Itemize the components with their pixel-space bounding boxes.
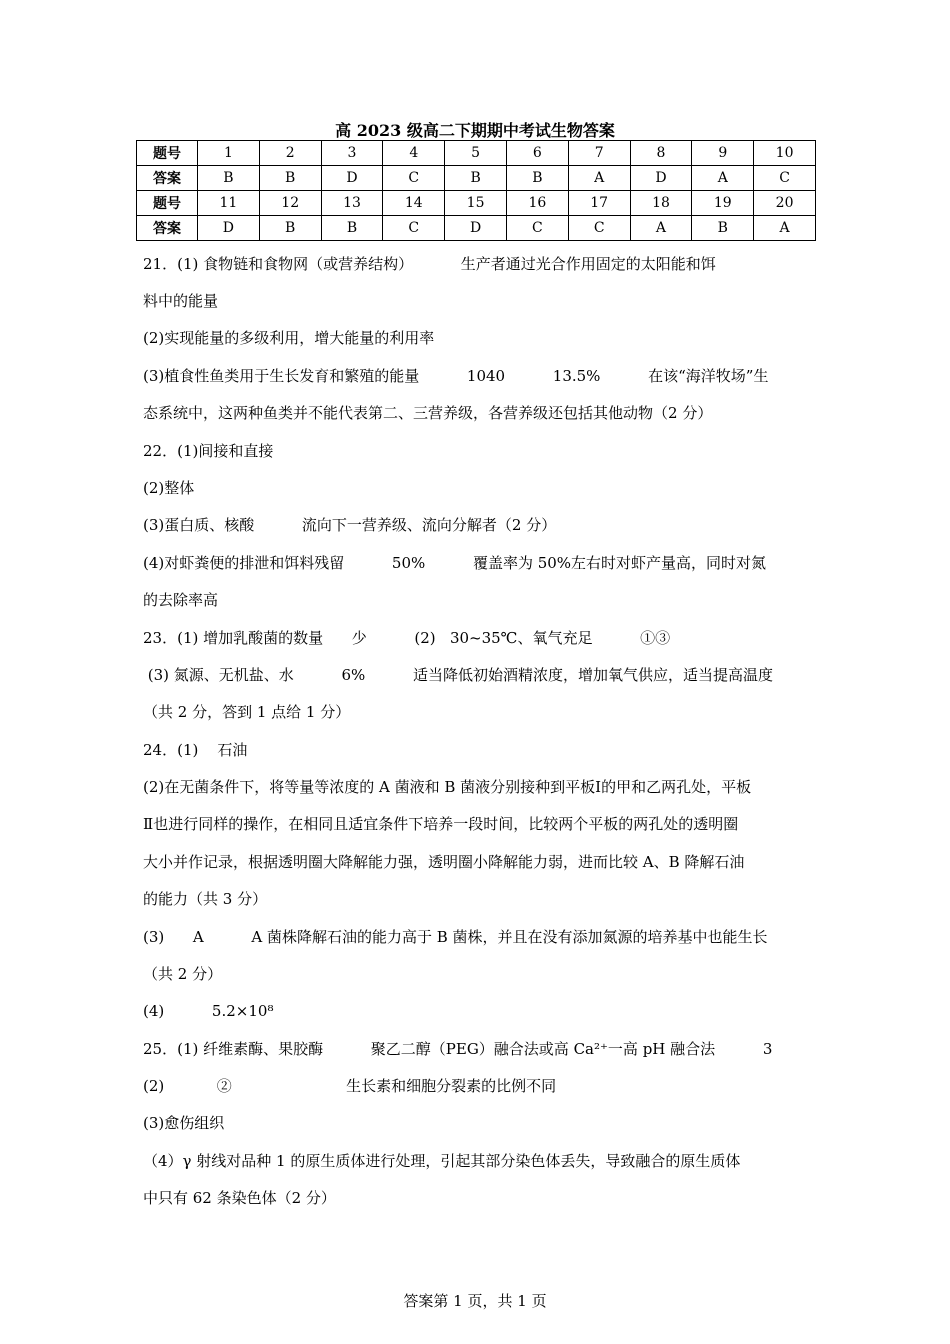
table-cell: 11 xyxy=(198,191,260,216)
table-cell: A xyxy=(754,216,816,241)
answer-line: (3)愈伤组织 xyxy=(143,1114,225,1132)
table-cell: A xyxy=(692,166,754,191)
table-cell: B xyxy=(259,166,321,191)
table-cell: D xyxy=(321,166,383,191)
table-cell: D xyxy=(630,166,692,191)
table-cell: 10 xyxy=(754,141,816,166)
answer-line: 23．(1) 增加乳酸菌的数量 少 (2) 30~35℃、氧气充足 ①③ xyxy=(143,629,671,647)
table-cell: A xyxy=(630,216,692,241)
table-cell: D xyxy=(445,216,507,241)
row-header-cell: 答案 xyxy=(137,166,198,191)
table-cell: 19 xyxy=(692,191,754,216)
table-row xyxy=(137,166,816,191)
table-cell: C xyxy=(506,216,568,241)
answer-line: 21．(1) 食物链和食物网（或营养结构） 生产者通过光合作用固定的太阳能和饵 xyxy=(143,255,716,273)
answer-line: （共 2 分） xyxy=(143,965,223,983)
table-cell: B xyxy=(321,216,383,241)
answer-line: 25．(1) 纤维素酶、果胶酶 聚乙二醇（PEG）融合法或高 Ca²⁺一高 pH 融合法 3 xyxy=(143,1040,773,1058)
answer-line: (2)实现能量的多级利用，增大能量的利用率 xyxy=(143,329,435,347)
answer-table xyxy=(136,140,816,241)
row-header-cell: 题号 xyxy=(137,191,198,216)
answer-line: (3) A A 菌株降解石油的能力高于 B 菌株，并且在没有添加氮源的培养基中也能生长 xyxy=(143,928,768,946)
table-row xyxy=(137,216,816,241)
answer-line: 的能力（共 3 分） xyxy=(143,890,268,908)
table-cell: 5 xyxy=(445,141,507,166)
answer-line: (4) 5.2×10⁸ xyxy=(143,1002,274,1020)
answer-line: 大小并作记录，根据透明圈大降解能力强，透明圈小降解能力弱，进而比较 A、B 降解石油 xyxy=(143,853,745,871)
answer-line: (3)植食性鱼类用于生长发育和繁殖的能量 1040 13.5% 在该“海洋牧场”生 xyxy=(143,367,769,385)
answer-line: 24．(1) 石油 xyxy=(143,741,248,759)
answer-line: (3) 氮源、无机盐、水 6% 适当降低初始酒精浓度，增加氧气供应，适当提高温度 xyxy=(143,666,773,684)
row-header-cell: 答案 xyxy=(137,216,198,241)
table-cell: 12 xyxy=(259,191,321,216)
answer-line: (4)对虾粪便的排泄和饵料残留 50% 覆盖率为 50%左右时对虾产量高，同时对氮 xyxy=(143,554,767,572)
table-cell: B xyxy=(198,166,260,191)
table-cell: B xyxy=(506,166,568,191)
table-cell: 1 xyxy=(198,141,260,166)
answer-line: (2)在无菌条件下，将等量等浓度的 A 菌液和 B 菌液分别接种到平板Ⅰ的甲和乙两孔处，平板 xyxy=(143,778,752,796)
answer-line: (2)整体 xyxy=(143,479,195,497)
table-cell: B xyxy=(692,216,754,241)
answer-line: (2) ② 生长素和细胞分裂素的比例不同 xyxy=(143,1077,557,1095)
answer-line: 料中的能量 xyxy=(143,292,219,310)
table-cell: 15 xyxy=(445,191,507,216)
answer-line: （共 2 分，答到 1 点给 1 分） xyxy=(143,703,351,721)
answer-line: 22．(1)间接和直接 xyxy=(143,442,274,460)
table-cell: 4 xyxy=(383,141,445,166)
answer-line: Ⅱ也进行同样的操作，在相同且适宜条件下培养一段时间，比较两个平板的两孔处的透明圈 xyxy=(143,815,739,833)
row-header-cell: 题号 xyxy=(137,141,198,166)
page-footer: 答案第 1 页，共 1 页 xyxy=(403,1292,547,1310)
answer-line: (3)蛋白质、核酸 流向下一营养级、流向分解者（2 分） xyxy=(143,516,557,534)
answer-line: 的去除率高 xyxy=(143,591,219,609)
page-title: 高 2023 级高二下期期中考试生物答案 xyxy=(335,121,615,140)
table-cell: 3 xyxy=(321,141,383,166)
table-row xyxy=(137,141,816,166)
table-cell: B xyxy=(259,216,321,241)
answer-line: 中只有 62 条染色体（2 分） xyxy=(143,1189,336,1207)
table-cell: C xyxy=(383,216,445,241)
table-cell: D xyxy=(198,216,260,241)
table-cell: A xyxy=(568,166,630,191)
table-cell: 13 xyxy=(321,191,383,216)
table-cell: 20 xyxy=(754,191,816,216)
table-cell: C xyxy=(383,166,445,191)
table-cell: 8 xyxy=(630,141,692,166)
table-cell: 6 xyxy=(506,141,568,166)
table-cell: C xyxy=(568,216,630,241)
table-cell: 9 xyxy=(692,141,754,166)
table-cell: 17 xyxy=(568,191,630,216)
table-cell: B xyxy=(445,166,507,191)
answer-line: 态系统中，这两种鱼类并不能代表第二、三营养级，各营养级还包括其他动物（2 分） xyxy=(143,404,713,422)
table-cell: 14 xyxy=(383,191,445,216)
table-cell: 7 xyxy=(568,141,630,166)
table-cell: 18 xyxy=(630,191,692,216)
answer-line: （4）γ 射线对品种 1 的原生质体进行处理，引起其部分染色体丢失，导致融合的原生质体 xyxy=(143,1152,741,1170)
table-row xyxy=(137,191,816,216)
table-cell: 2 xyxy=(259,141,321,166)
table-cell: C xyxy=(754,166,816,191)
table-cell: 16 xyxy=(506,191,568,216)
